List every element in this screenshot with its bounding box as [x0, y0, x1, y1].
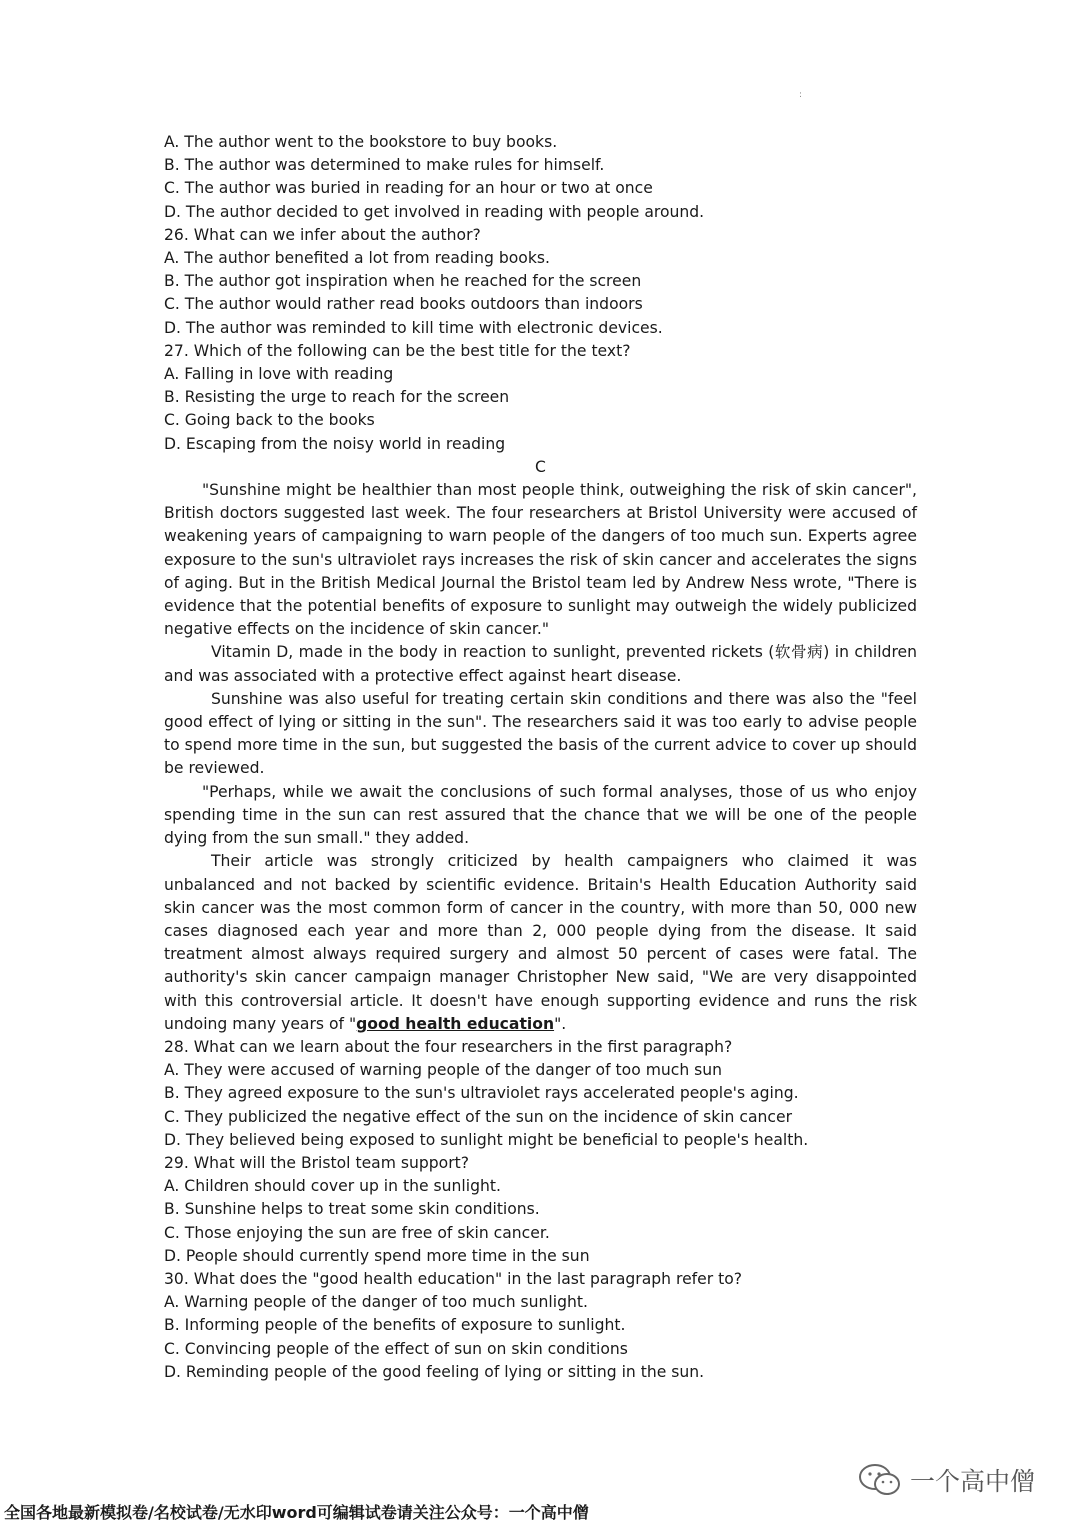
- section-letter: C: [535, 457, 546, 476]
- q30-option-c: C. Convincing people of the effect of sun on skin conditions: [164, 1339, 628, 1358]
- q27-question: 27. Which of the following can be the best title for the text?: [164, 341, 631, 360]
- exam-page: [164, 131, 917, 1384]
- q28-option-d: D. They believed being exposed to sunlight might be beneficial to people's health.: [164, 1130, 809, 1149]
- q29-option-b: B. Sunshine helps to treat some skin conditions.: [164, 1200, 540, 1219]
- paragraph-5-end: ".: [554, 1014, 567, 1033]
- q30-option-d: D. Reminding people of the good feeling of lying or sitting in the sun.: [164, 1362, 705, 1381]
- good-health-education-phrase: good health education: [356, 1014, 555, 1033]
- q26-option-b: B. The author got inspiration when he reached for the screen: [164, 272, 642, 291]
- q29-option-a: A. Children should cover up in the sunlight.: [164, 1177, 501, 1196]
- q26-option-c: C. The author would rather read books outdoors than indoors: [164, 295, 643, 314]
- passage-paragraph-3: Sunshine was also useful for treating certain skin conditions and there was also the "feel good effect of lying or sitting in the sun". The researchers said it was too early to advise people to spend more time in the sun, but suggested the basis of the current advice to cover up should be reviewed.: [164, 689, 917, 778]
- q26-question: 26. What can we infer about the author?: [164, 225, 481, 244]
- passage-paragraph-1: "Sunshine might be healthier than most people think, outweighing the risk of skin cancer", British doctors suggested last week. The four researchers at Bristol University were accused of weakening years of campaigning to warn people of the dangers of too much sun. Experts agree exposure to the sun's ultraviolet rays increases the risk of skin cancer and accelerates the signs of aging. But in the British Medical Journal the Bristol team led by Andrew Ness wrote, "There is evidence that the potential benefits of exposure to sunlight may outweigh the widely publicized negative effects on the incidence of skin cancer.": [164, 481, 917, 639]
- q26-option-d: D. The author was reminded to kill time with electronic devices.: [164, 318, 663, 337]
- q27-option-c: C. Going back to the books: [164, 411, 375, 430]
- paragraph-5-text: Their article was strongly criticized by health campaigners who claimed it was unbalanced and not backed by scientific evidence. Britain's Health Education Authority said skin cancer was the most common form of cancer in the country, with more than 50, 000 new cases diagnosed each year and more than 2, 000 people dying from the disease. It said treatment almost always required surgery and almost 50 percent of cases were fatal. The authority's skin cancer campaign manager Christopher New said, "We are very disappointed with this controversial article. It doesn't have enough supporting evidence and runs the risk undoing many years of ": [164, 852, 917, 1033]
- passage-paragraph-5: [164, 850, 917, 1036]
- q28-option-a: A. They were accused of warning people of the danger of too much sun: [164, 1061, 723, 1080]
- wechat-icon: [858, 1463, 902, 1497]
- brand-name: 一个高中僧: [910, 1467, 1036, 1496]
- q25-option-b: B. The author was determined to make rules for himself.: [164, 156, 605, 175]
- q25-option-a: A. The author went to the bookstore to buy books.: [164, 133, 558, 151]
- q28-question: 28. What can we learn about the four researchers in the first paragraph?: [164, 1037, 733, 1056]
- passage-paragraph-4: "Perhaps, while we await the conclusions of such formal analyses, those of us who enjoy spending time in the sun can rest assured that the chance that we will be one of the people dying from the sun small." they added.: [164, 782, 917, 848]
- q29-option-c: C. Those enjoying the sun are free of skin cancer.: [164, 1223, 550, 1242]
- q26-option-a: A. The author benefited a lot from reading books.: [164, 249, 550, 268]
- q29-question: 29. What will the Bristol team support?: [164, 1153, 470, 1172]
- q25-option-c: C. The author was buried in reading for an hour or two at once: [164, 179, 653, 198]
- q30-option-a: A. Warning people of the danger of too much sunlight.: [164, 1293, 588, 1312]
- q30-option-b: B. Informing people of the benefits of exposure to sunlight.: [164, 1316, 626, 1335]
- scan-mark: :: [799, 90, 803, 100]
- q28-option-b: B. They agreed exposure to the sun's ultraviolet rays accelerated people's aging.: [164, 1084, 799, 1103]
- q28-option-c: C. They publicized the negative effect of the sun on the incidence of skin cancer: [164, 1107, 792, 1126]
- wechat-brand: [858, 1462, 1035, 1498]
- q29-option-d: D. People should currently spend more time in the sun: [164, 1246, 590, 1265]
- q25-option-d: D. The author decided to get involved in reading with people around.: [164, 202, 705, 221]
- q30-question: 30. What does the "good health education" in the last paragraph refer to?: [164, 1269, 743, 1288]
- q27-option-b: B. Resisting the urge to reach for the screen: [164, 388, 510, 407]
- q27-option-d: D. Escaping from the noisy world in reading: [164, 434, 506, 453]
- passage-paragraph-2: Vitamin D, made in the body in reaction to sunlight, prevented rickets (软骨病) in children and was associated with a protective effect against heart disease.: [164, 643, 917, 685]
- q27-option-a: A. Falling in love with reading: [164, 365, 394, 384]
- footer-notice: 全国各地最新模拟卷/名校试卷/无水印word可编辑试卷请关注公众号：一个高中僧: [4, 1503, 589, 1522]
